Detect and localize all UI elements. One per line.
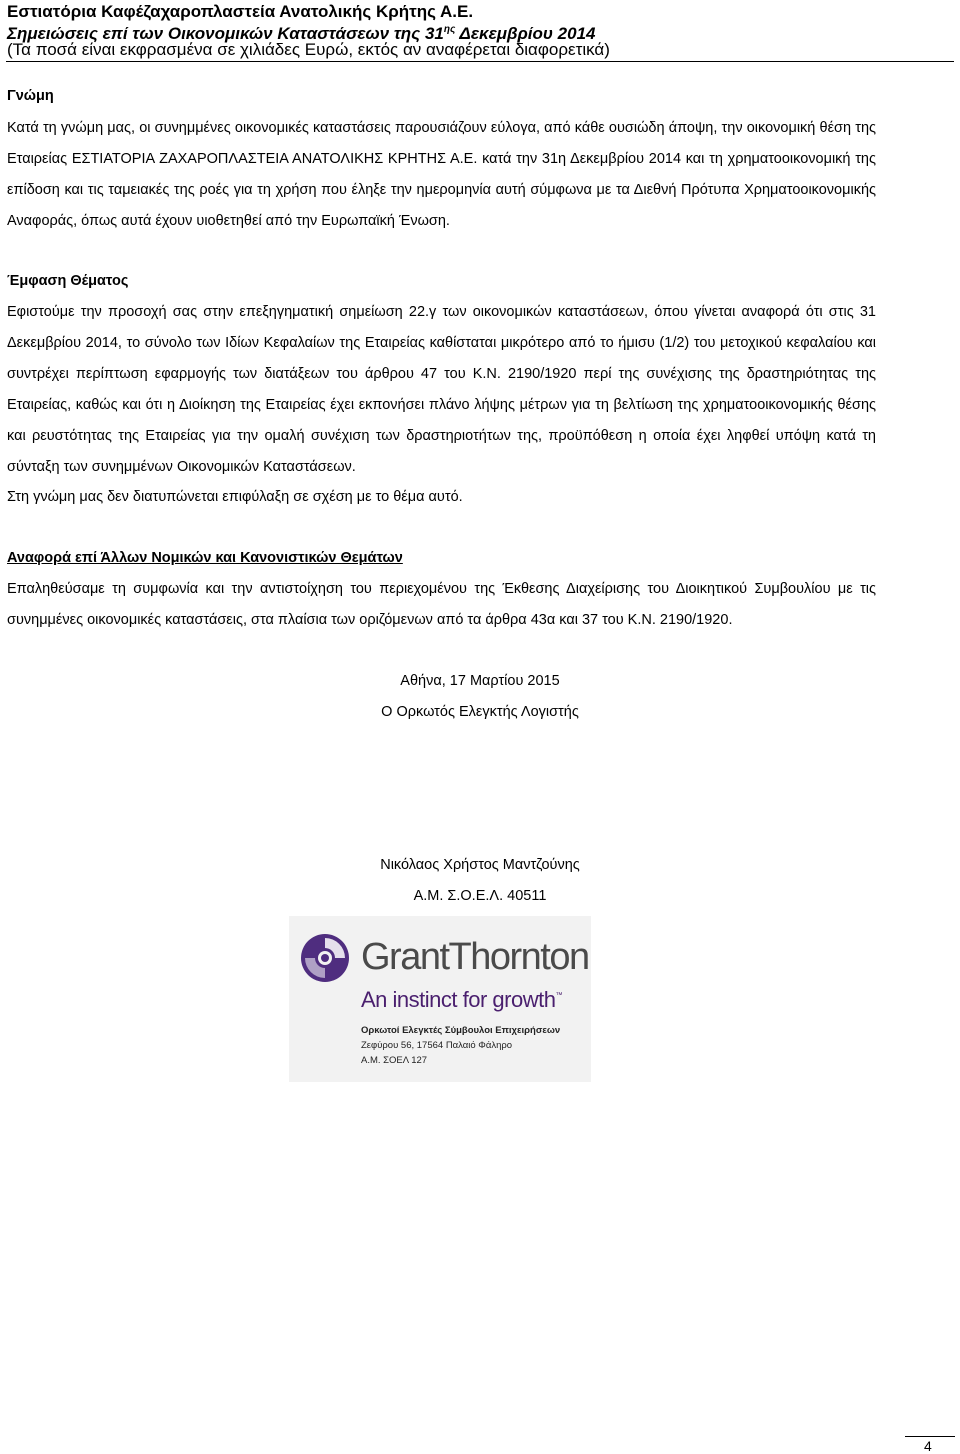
header-subtitle: (Τα ποσά είναι εκφρασμένα σε χιλιάδες Ευρώ, εκτός αν αναφέρεται διαφορετικά) [7,40,610,59]
emphasis-heading: Έμφαση Θέματος [7,273,129,289]
grant-thornton-ring-icon [299,932,351,984]
notes-title-sup: ης [443,24,456,35]
opinion-heading: Γνώμη [7,88,54,104]
emphasis-paragraph: Εφιστούμε την προσοχή σας στην επεξηγηματική σημείωση 22.γ των οικονομικών καταστάσεων, όπου γίνεται αναφορά ότι στις 31 Δεκεμβρίου 2014, το σύνολο των Ιδίων Κεφαλαίων της Εταιρείας καθίσταται μικρότερο από το ήμισυ (1/2) του μετοχικού κεφαλαίου και συντρέχει περίπτωση εφαρμογής των διατάξεων του άρθρου 47 του Κ.Ν. 2190/1920 περί της συνέχισης της δραστηριότητας της Εταιρείας, καθώς και ότι η Διοίκηση της Εταιρείας έχει εκπονήσει πλάνο λήψης μέτρων για τη βελτίωση της χρηματοοικονομικής θέσης και ρευστότητας της Εταιρείας για την ομαλή συνέχιση των δραστηριοτήτων της, προϋπόθεση η οποία έχει ληφθεί υπόψη κατά τη σύνταξη των συνημμένων Οικονομικών Καταστάσεων. [7,304,876,475]
firm-description: Ορκωτοί Ελεγκτές Σύμβουλοι Επιχειρήσεων [361,1025,561,1036]
opinion-paragraph: Κατά τη γνώμη μας, οι συνημμένες οικονομικές καταστάσεις παρουσιάζουν εύλογα, από κάθε ουσιώδη άποψη, την οικονομική θέση της Εταιρείας ΕΣΤΙΑΤΟΡΙΑ ΖΑΧΑΡΟΠΛΑΣΤΕΙΑ ΑΝΑΤΟΛΙΚΗΣ ΚΡΗΤΗΣ Α.Ε. κατά την 31η Δεκεμβρίου 2014 και τη χρηματοοικονομική της επίδοση και τις ταμειακές της ροές για τη χρήση που έληξε την ημερομηνία αυτή σύμφωνα με τα Διεθνή Πρότυπα Χρηματοοικονομικής Αναφοράς, όπως αυτά έχουν υιοθετηθεί από την Ευρωπαϊκή Ένωση. [7,120,876,229]
place-date: Αθήνα, 17 Μαρτίου 2015 [400,673,560,689]
emphasis-closing: Στη γνώμη μας δεν διατυπώνεται επιφύλαξη σε σχέση με το θέμα αυτό. [7,489,463,505]
company-title: Εστιατόρια Καφέζαχαροπλαστεία Ανατολικής Κρήτης Α.Ε. [7,2,474,21]
grant-thornton-logo [289,916,591,1082]
auditor-name: Νικόλαος Χρήστος Μαντζούνης [380,857,580,873]
footer-divider [905,1436,955,1437]
other-legal-paragraph: Επαληθεύσαμε τη συμφωνία και την αντιστοίχηση του περιεχομένου της Έκθεσης Διαχείρισης του Διοικητικού Συμβουλίου με τις συνημμένες οικονομικές καταστάσεις, στα πλαίσια των οριζόμενων από τα άρθρα 43α και 37 του Κ.Ν. 2190/1920. [7,581,876,628]
brand-tagline-text: An instinct for growth [361,987,556,1012]
notes-title-post: Δεκεμβρίου 2014 [455,24,596,43]
auditor-reg-number: Α.Μ. Σ.Ο.Ε.Λ. 40511 [413,888,547,904]
other-legal-heading: Αναφορά επί Άλλων Νομικών και Κανονιστικών Θεμάτων [7,550,403,566]
auditor-role: Ο Ορκωτός Ελεγκτής Λογιστής [381,704,579,720]
header-divider [6,61,954,62]
firm-registration: Α.Μ. ΣΟΕΛ 127 [361,1055,428,1066]
trademark-symbol: ™ [555,992,562,999]
brand-tagline [361,987,562,1013]
page-number: 4 [924,1438,932,1454]
brand-name: GrantThornton [361,936,589,978]
firm-address: Ζεφύρου 56, 17564 Παλαιό Φάληρο [361,1040,513,1051]
notes-title-pre: Σημειώσεις επί των Οικονομικών Καταστάσεων της 31 [7,24,444,43]
